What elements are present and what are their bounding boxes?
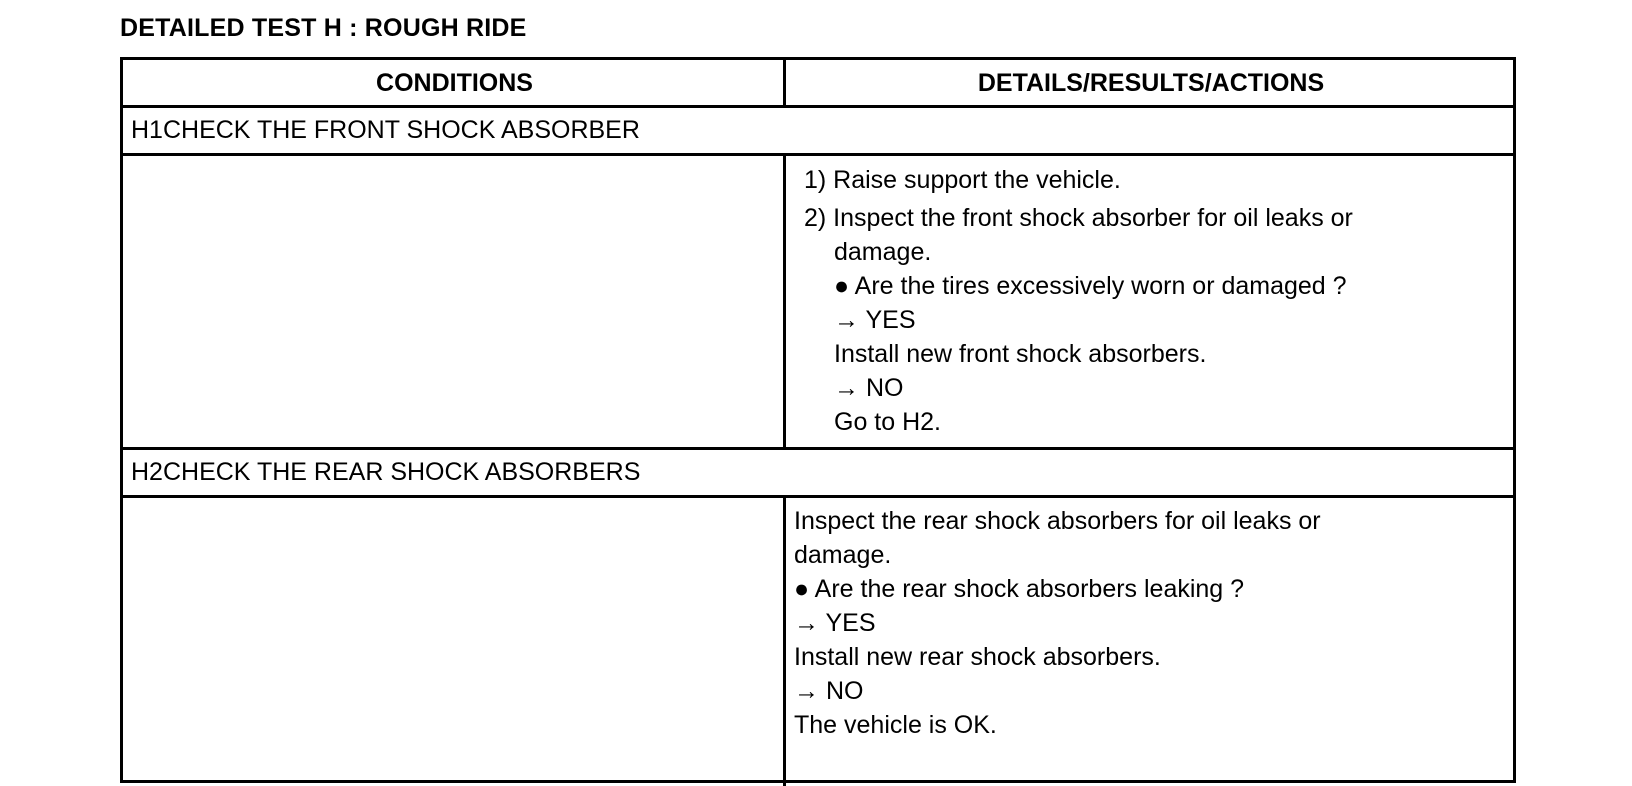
document-title: DETAILED TEST H : ROUGH RIDE bbox=[120, 14, 527, 42]
detail-line: Go to H2. bbox=[834, 408, 941, 436]
detail-yes-arrow: → YES bbox=[834, 306, 916, 334]
detail-line: Inspect the rear shock absorbers for oil leaks or bbox=[794, 507, 1321, 535]
detail-bullet: ● Are the tires excessively worn or damaged ? bbox=[834, 272, 1347, 300]
detail-line: Install new front shock absorbers. bbox=[834, 340, 1207, 368]
diagnostic-table bbox=[120, 57, 1516, 783]
row-divider bbox=[123, 495, 1513, 498]
row-divider bbox=[123, 153, 1513, 156]
detail-line: 2) Inspect the front shock absorber for oil leaks or bbox=[804, 204, 1353, 232]
detail-line: Install new rear shock absorbers. bbox=[794, 643, 1161, 671]
row-divider bbox=[123, 447, 1513, 450]
step-title-h1: H1CHECK THE FRONT SHOCK ABSORBER bbox=[131, 116, 640, 144]
detail-line: The vehicle is OK. bbox=[794, 711, 997, 739]
column-divider bbox=[783, 153, 786, 450]
detail-line: damage. bbox=[834, 238, 932, 266]
column-divider bbox=[783, 60, 786, 108]
detail-line: damage. bbox=[794, 541, 892, 569]
detail-bullet: ● Are the rear shock absorbers leaking ? bbox=[794, 575, 1245, 603]
header-conditions: CONDITIONS bbox=[376, 69, 533, 97]
step-title-h2: H2CHECK THE REAR SHOCK ABSORBERS bbox=[131, 458, 641, 486]
detail-line: 1) Raise support the vehicle. bbox=[804, 166, 1121, 194]
header-details: DETAILS/RESULTS/ACTIONS bbox=[977, 69, 1325, 97]
row-divider bbox=[123, 105, 1513, 108]
detail-yes-arrow: → YES bbox=[794, 609, 876, 637]
detail-no-arrow: → NO bbox=[794, 677, 864, 705]
detail-no-arrow: → NO bbox=[834, 374, 904, 402]
column-divider bbox=[783, 495, 786, 786]
